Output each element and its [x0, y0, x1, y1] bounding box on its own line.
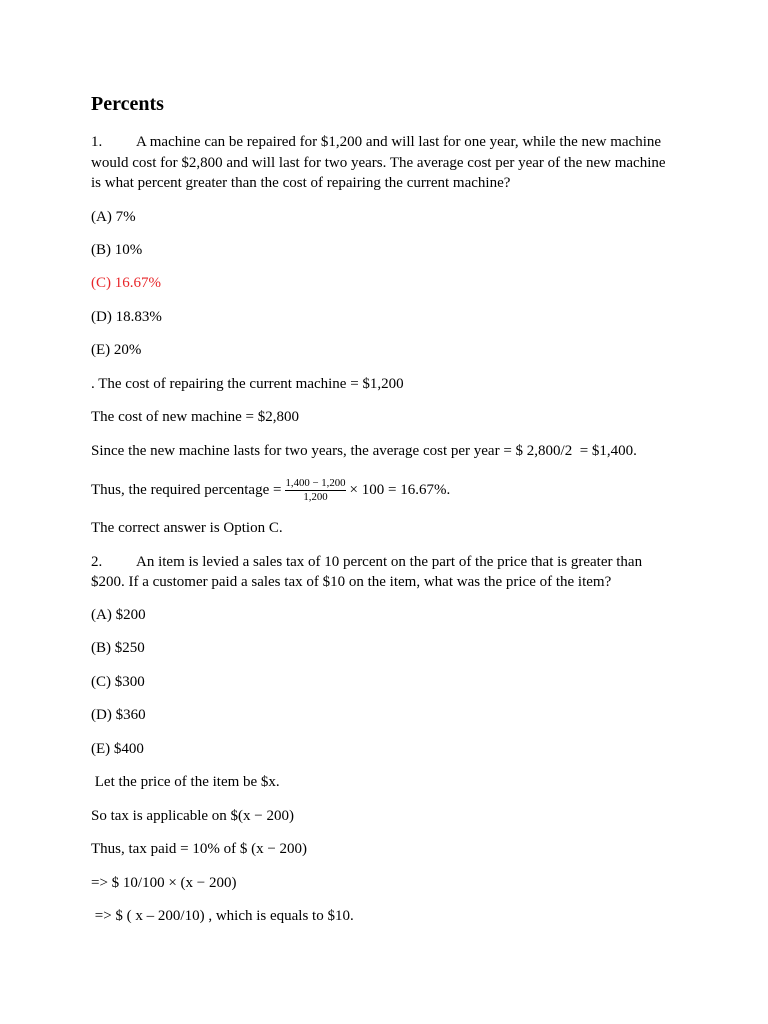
percentage-suffix: × 100 = 16.67%. — [349, 481, 451, 498]
fraction-denominator: 1,200 — [303, 491, 328, 503]
question-1-solution-step-2: The cost of new machine = $2,800 — [91, 409, 299, 425]
question-1-solution-step-1: . The cost of repairing the current machine = $1,200 — [91, 376, 404, 392]
question-1-option-c: (C) 16.67% — [91, 275, 161, 291]
question-1-text-line-3: is what percent greater than the cost of repairing the current machine? — [91, 175, 511, 191]
page-title: Percents — [91, 93, 164, 115]
question-2-solution-step-3: Thus, tax paid = 10% of $ (x − 200) — [91, 841, 308, 857]
question-1-text-line-2: would cost for $2,800 and will last for two years. The average cost per year of the new machine — [91, 154, 666, 171]
percentage-prefix: Thus, the required percentage = — [91, 481, 282, 498]
question-2-option-e: (E) $400 — [91, 741, 144, 757]
question-2-option-c: (C) $300 — [91, 674, 145, 690]
question-1-option-d: (D) 18.83% — [91, 309, 162, 325]
question-2-option-d: (D) $360 — [91, 707, 146, 723]
percentage-equation — [91, 477, 451, 503]
question-2-solution-step-5: => $ ( x – 200/10) , which is equals to $10. — [91, 908, 354, 924]
fraction-numerator: 1,400 − 1,200 — [285, 477, 346, 489]
question-1-option-b: (B) 10% — [91, 242, 143, 258]
question-1-line-1 — [91, 132, 661, 152]
question-2-option-b: (B) $250 — [91, 640, 145, 656]
question-2-solution-step-4: => $ 10/100 × (x − 200) — [91, 875, 237, 891]
question-1-text-line-1: A machine can be repaired for $1,200 and will last for one year, while the new machine — [136, 134, 662, 150]
question-2-number: 2. — [91, 554, 103, 570]
percentage-fraction — [285, 478, 345, 503]
question-2-line-1 — [91, 552, 642, 572]
question-1-option-e: (E) 20% — [91, 342, 142, 358]
question-1-conclusion: The correct answer is Option C. — [91, 520, 283, 536]
question-2-solution-step-1: Let the price of the item be $x. — [91, 774, 280, 790]
question-1-solution-step-3: Since the new machine lasts for two years, the average cost per year = $ 2,800/2 = $1,400. — [91, 443, 637, 459]
question-2-option-a: (A) $200 — [91, 607, 146, 623]
question-2-text-line-2: $200. If a customer paid a sales tax of $10 on the item, what was the price of the item? — [91, 574, 612, 590]
question-2-solution-step-2: So tax is applicable on $(x − 200) — [91, 808, 295, 824]
question-1-option-a: (A) 7% — [91, 209, 136, 225]
question-1-number: 1. — [91, 134, 103, 150]
question-2-text-line-1: An item is levied a sales tax of 10 percent on the part of the price that is greater than — [136, 554, 643, 570]
